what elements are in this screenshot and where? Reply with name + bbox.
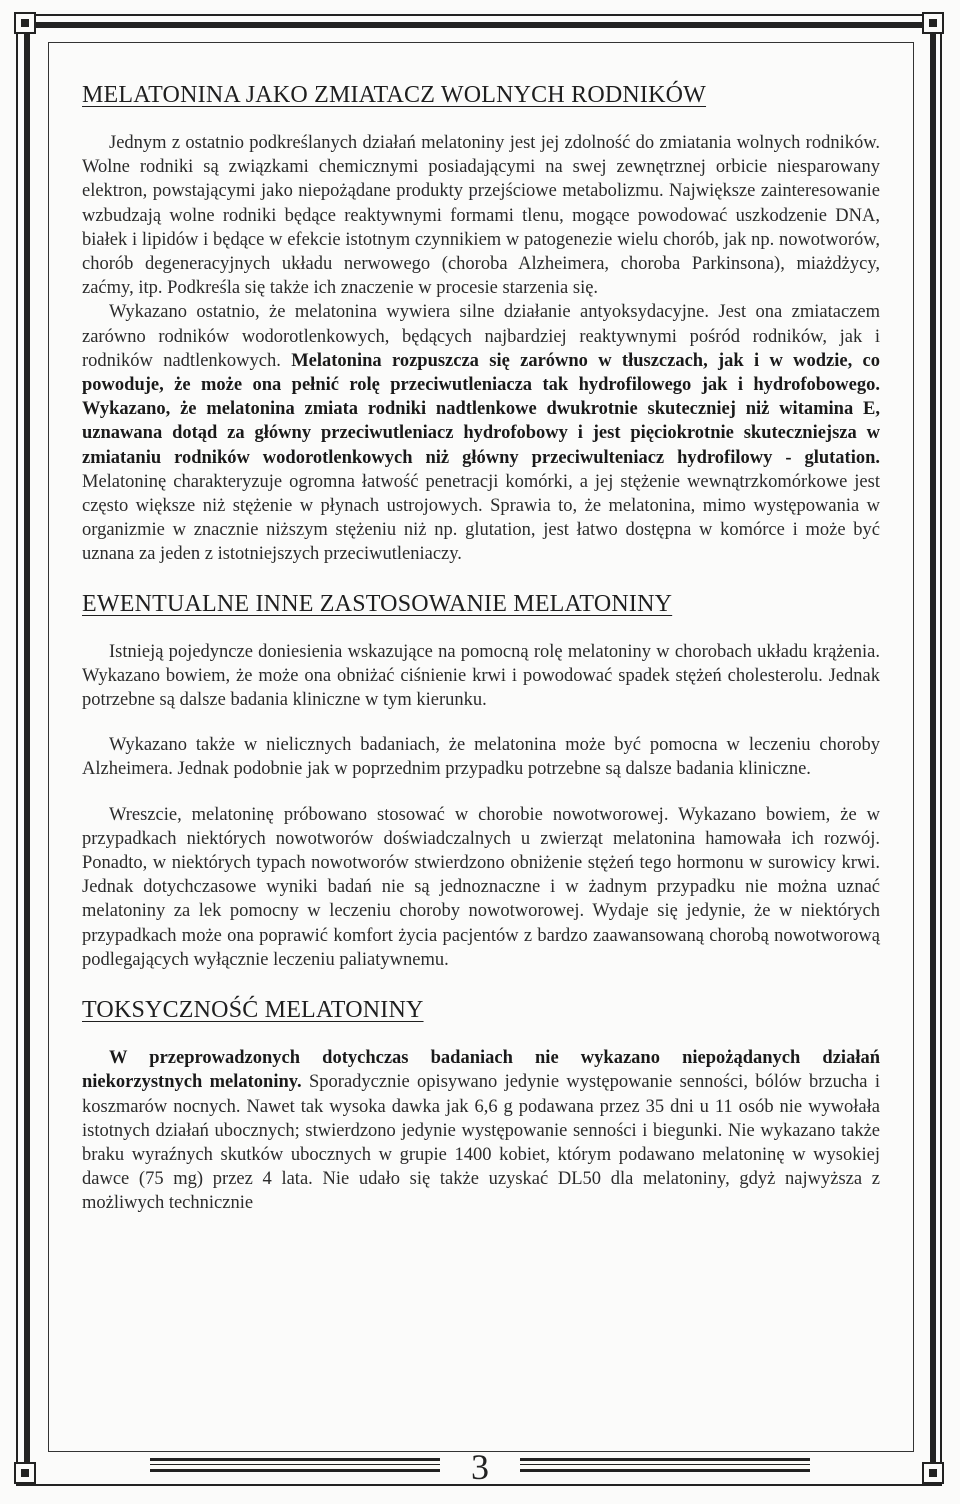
border-bar-right: [930, 22, 936, 1480]
paragraph-text: Jednym z ostatnio podkreślanych działań melatoniny jest jej zdolność do zmiatania wolnych rodników. Wolne rodniki są związkami chemicznymi posiadającymi na swej zewnętrznej orbicie niesparowany elektron, powstającymi jako niepożądane produkty przejściowe metabolizmu. Największe zainteresowanie wzbudzają wolne rodniki będące reaktywnymi formami tlenu, mogące powodować uszkodzenie DNA, białek i lipidów i będące w efekcie istotnym czynnikiem w patogenezie wielu chorób, jak np. nowotworów, chorób degeneracyjnych układu nerwowego (choroba Alzheimera, choroba Parkinsona), miażdżycy, zaćmy, itp. Podkreśla się także ich znaczenie w procesie starzenia się.: [82, 133, 880, 299]
paragraph-text: Wykazano ostatnio, że melatonina wywiera silne działanie antyoksydacyjne. Jest ona zmiataczem zarówno rodników wodorotlenkowych, będących najbardziej reaktywnymi pośród rodników, jak i rodników nadtlenkowych.: [82, 302, 880, 371]
paragraph-text: Istnieją pojedyncze doniesienia wskazujące na pomocną rolę melatoniny w chorobach układu krążenia. Wykazano bowiem, że może ona obniżać ciśnienie krwi i powodować spadek stężeń cholesterolu. Jednak potrzebne są dalsze badania kliniczne w tym kierunku.: [82, 641, 880, 711]
page-number: 3: [471, 1447, 489, 1487]
page-content: [82, 82, 880, 1216]
paragraph-text: Sporadycznie opisywano jedynie występowanie senności, bólów brzucha i koszmarów nocnych. Nawet tak wysoka dawka jak 6,6 g podawana przez 35 dni u 11 osób nie wywołała istotnych działań ubocznych; stwierdzono jedynie występowanie senności i biegunki. Nie wykazano także braku wyraźnych skutków ubocznych w grupie 1400 kobiet, którym podawano melatoninę w wysokiej dawce (75 mg) przez 4 lata. Nie udało się także uzyskać DL50 dla melatoniny, gdyż najwyższa z możliwych technicznie: [82, 1072, 880, 1214]
corner-ornament-top-left: [14, 12, 36, 34]
paragraph: [82, 640, 880, 713]
paragraph-bold-text: W przeprowadzonych dotychczas badaniach nie wykazano niepożądanych działań niekorzystnych melatoniny.: [82, 1048, 880, 1093]
section-title-other-uses: EWENTUALNE INNE ZASTOSOWANIE MELATONINY: [82, 590, 673, 617]
paragraph: [82, 803, 880, 972]
border-bar-top: [24, 22, 936, 28]
paragraph-text: Wykazano także w nielicznych badaniach, że melatonina może być pomocna w leczeniu choroby Alzheimera. Jednak podobnie jak w poprzednim przypadku potrzebne są dalsze badania kliniczne.: [82, 735, 880, 780]
paragraph: [82, 733, 880, 781]
section-title-free-radicals: MELATONINA JAKO ZMIATACZ WOLNYCH RODNIKÓW: [82, 82, 707, 108]
section-title-toxicity: TOKSYCZNOŚĆ MELATONINY: [82, 997, 424, 1024]
paragraph-text: Wreszcie, melatoninę próbowano stosować w chorobie nowotworowej. Wykazano bowiem, że w przypadkach niektórych nowotworów doświadczalnych u zwierząt melatonina hamowała ich rozwój. Ponadto, w niektórych typach nowotworów stwierdzono obniżenie stężeń tego hormonu w surowicy krwi. Jednak dotychczasowe wyniki badań nie są jednoznaczne i w żadnym przypadku nie można uznać melatoniny za lek pomocny w leczeniu choroby nowotworowej. Wydaje się jedynie, że w niektórych przypadkach może ona poprawić komfort życia pacjentów z bardzo zaawansowaną chorobą nowotworową podlegających wyłącznie leczeniu paliatywnemu.: [82, 804, 880, 970]
border-bar-left: [24, 22, 30, 1480]
paragraph-text: Melatoninę charakteryzuje ogromna łatwość penetracji komórki, a jej stężenie wewnątrzkomórkowe jest często większe niż stężenie w płynach ustrojowych. Sprawia to, że melatonina, mimo występowania w organizmie w znacznie niższym stężeniu niż np. glutation, jest łatwo dostępna w komórce i może być uznana za jeden z istotniejszych przeciwutleniaczy.: [82, 471, 880, 565]
paragraph: [82, 1046, 880, 1215]
corner-ornament-top-right: [922, 12, 944, 34]
paragraph: [82, 300, 880, 566]
paragraph-bold-text: Melatonina rozpuszcza się zarówno w tłuszczach, jak i w wodzie, co powoduje, że może ona pełnić rolę przeciwutleniacza tak hydrofilowego jak i hydrofobowego. Wykazano, że melatonina zmiata rodniki nadtlenkowe dwukrotnie skuteczniej niż witamina E, uznawana dotąd za główny przeciwutleniacz hydrofobowy i jest pięciokrotnie skuteczniejsza w zmiataniu rodników wodorotlenkowych niż główny przeciwulteniacz hydrofilowy - glutation.: [82, 350, 881, 468]
paragraph: [82, 131, 880, 300]
